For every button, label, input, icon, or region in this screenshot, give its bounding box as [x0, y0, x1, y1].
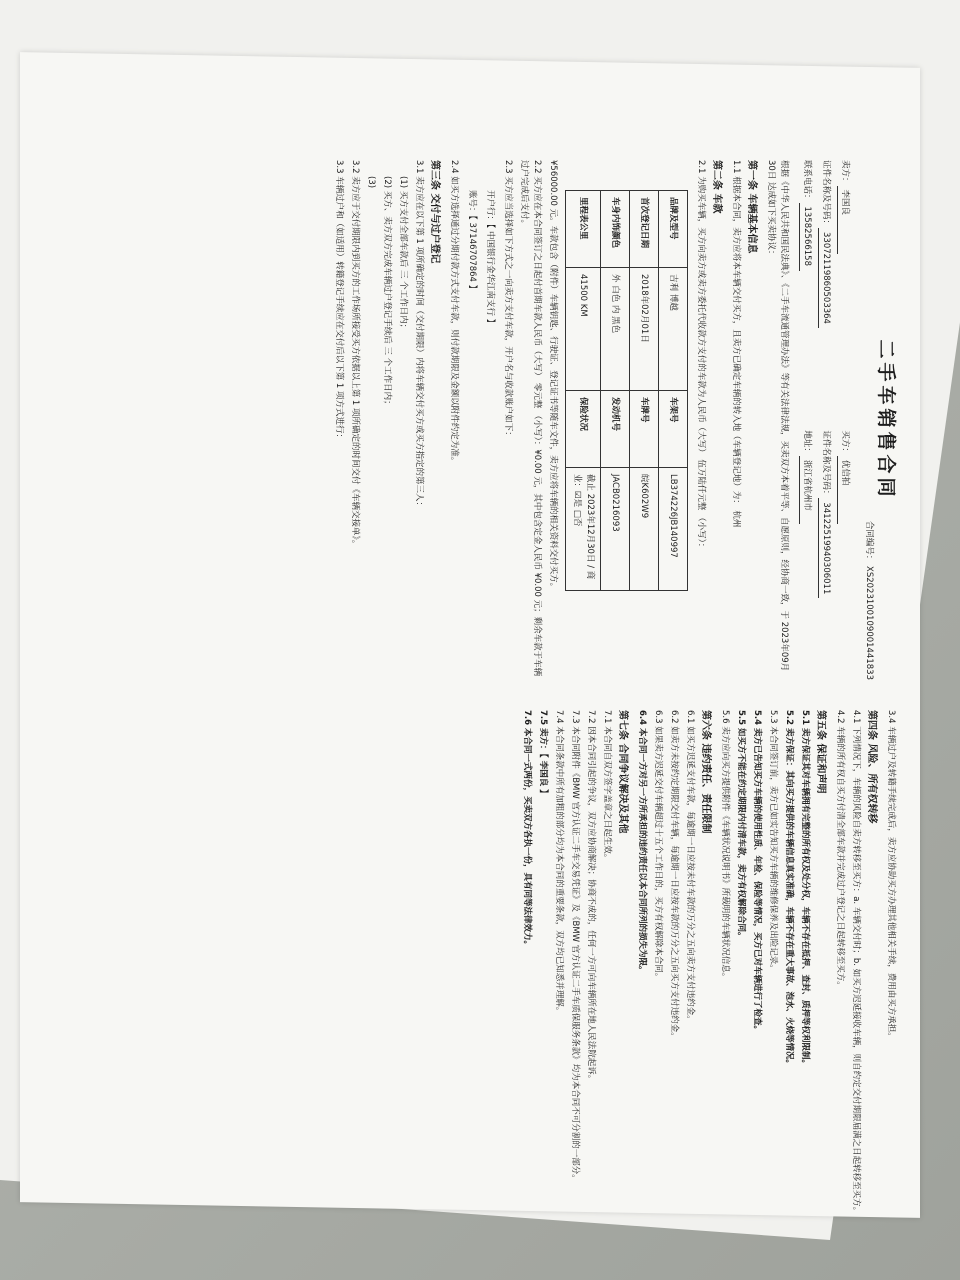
table-cell: 截止 2023年12月30日 / 商业：☑是 □否: [566, 468, 601, 591]
table-row: [601, 191, 630, 591]
article-6-3: 6.3 如果卖方迟延交付车辆超过十五个工作日的，买方有权解除本合同。: [653, 710, 663, 982]
table-cell: JACB0216093: [601, 468, 630, 591]
contract-page-2: [517, 710, 900, 1230]
table-cell: 保险状况: [566, 391, 601, 468]
article-7-6: 7.6 本合同一式两份，买卖双方各执一份，具有同等法律效力。: [522, 710, 532, 950]
article-6-heading: 第六条 违约责任、责任限制: [700, 710, 711, 834]
article-3-1c: (3): [366, 176, 376, 189]
article-1-1: 1.1 根据本合同，卖方应将本车辆交付买方，且卖方已确定车辆的转入地（车辆登记地）为： 杭州: [731, 160, 741, 528]
table-cell: 发动机号: [601, 391, 630, 468]
contract-number: 合同编号： XS2023100109001441833: [864, 520, 874, 680]
article-3-3: 3.3 车辆过户和（如适用）转籍登记手续应在交付后以下第 1 项方式进行：: [334, 160, 344, 443]
article-7-heading: 第七条 合同争议解决及其他: [617, 710, 628, 834]
contract-page-1: [329, 160, 900, 680]
article-5-6: 5.6 卖方应向买方提供附件《车辆状况说明书》所载明的车辆状况信息。: [720, 710, 730, 982]
buyer-info: [794, 430, 856, 680]
article-5-1: 5.1 卖方保证其对车辆拥有完整的所有权及处分权，车辆不存在抵押、查封、质押等权利限制。: [800, 710, 810, 1069]
article-7-4: 7.4 本合同条款中所有加粗的部分均为本合同的重要条款，双方均已知悉并理解。: [554, 710, 564, 1016]
article-2-4: 2.4 如买方选择通过分期付款方式支付车款，则付款期限及金额以附件约定为准。: [449, 160, 459, 466]
table-cell: 车牌号: [630, 391, 659, 468]
article-2-heading: 第二条 车款: [711, 160, 722, 214]
article-3-heading: 第三条 交付与过户登记: [429, 160, 440, 264]
table-cell: 里程表公里: [566, 191, 601, 268]
seller-phone: 13582566158: [799, 203, 813, 271]
article-5-2: 5.2 卖方保证：其向买方提供的车辆信息真实准确，车辆不存在重大事故、泡水、火烧等情况。: [784, 710, 794, 1069]
article-6-1: 6.1 如买方迟延支付车款，每逾期一日应按未付车款的万分之五向卖方支付违约金。: [685, 710, 695, 1024]
buyer-name: 优信拍: [837, 456, 851, 524]
article-5-heading: 第五条 保证和声明: [815, 710, 826, 794]
seller-phone-label: 联系电话：: [802, 160, 812, 203]
article-2-1: 2.1 为购买车辆，买方向卖方或卖方委托代收款方支付的车款为人民币（大写） 伍万陆仟元整 （小写）：: [696, 160, 706, 552]
article-3-2: 3.2 卖方应于交付期限内到买方的工作场所接受买方依据以上第 1 项所确定的时间交付《车辆交接单》。: [350, 160, 360, 549]
seller-cert-no: 33072119860503364: [818, 228, 832, 328]
seller-info: [794, 160, 856, 410]
parties-block: [794, 160, 856, 680]
table-cell: 41500 KM: [566, 268, 601, 391]
article-3-4: 3.4 车辆过户及转籍手续完成后，卖方应协助买方办理其他相关手续，费用由买方承担。: [886, 710, 896, 1041]
buyer-cert-label: 证件名称及号码：: [821, 430, 831, 499]
table-row: [659, 191, 688, 591]
article-3-1: 3.1 卖方应在以下第 1 项所确定的时间（交付期限）内将车辆交付买方或买方指定的第三人：: [414, 160, 424, 511]
seller-cert-label: 证件名称及号码：: [821, 160, 831, 229]
article-4-2: 4.2 车辆的所有权自买方付清全部车款并完成过户登记之日起转移至买方。: [835, 710, 845, 990]
article-6-4: 6.4 本合同一方对另一方所承担的违约责任以本合同所列的损失为限。: [637, 710, 647, 975]
contract-title: 二手车销售合同: [875, 339, 897, 501]
vehicle-info-table: [565, 190, 688, 591]
article-6-2: 6.2 如卖方未按约定期限交付车辆，每逾期一日应按车款的万分之五向买方支付违约金。: [669, 710, 679, 1041]
article-7-3: 7.3 本合同附件《BMW 官方认证二手车交易凭证》及《BMW 官方认证二手车质保服务条款》均为本合同不可分割的一部分。: [570, 710, 580, 1183]
buyer-label: 买方：: [840, 430, 850, 456]
contract-document: [120, 150, 900, 1250]
article-7-5: 7.5 卖方：【 李国良 】: [538, 710, 548, 798]
buyer-address: 浙江省杭州市: [799, 456, 813, 524]
table-cell: 2018年02月01日: [630, 268, 659, 391]
article-2-3: 2.3 买方应当选择如下方式之一向卖方支付车款，开户名与收款账户如下：: [503, 160, 513, 440]
article-3-1a: (1) 买方支付全部车款后 三 个工作日内；: [398, 176, 408, 333]
table-cell: 吉利 博越: [659, 268, 688, 391]
buyer-cert-no: 34122519940306011: [818, 498, 832, 598]
preamble: 根据《中华人民共和国民法典》、《二手车流通管理办法》等有关法律法规，买卖双方本着平等、自愿原则，经协商一致，于 2023年09月30日 达成如下买卖协议：: [766, 160, 789, 672]
table-cell: 车架号: [659, 391, 688, 468]
table-cell: 品牌及型号: [659, 191, 688, 268]
article-7-1: 7.1 本合同自双方签字盖章之日起生效。: [602, 710, 612, 863]
table-cell: 首次登记日期: [630, 191, 659, 268]
article-2-1b: ¥56000.00 元。车款包含（附件）车辆钥匙、行驶证、登记证书等随车文件，卖方应将车辆的相关资料交付买方。: [548, 160, 558, 592]
table-row: [630, 191, 659, 591]
table-row: [566, 191, 601, 591]
bank-label: 开户行：: [485, 190, 495, 225]
seller-name: 李国良: [837, 186, 851, 254]
article-7-2: 7.2 因本合同引起的争议，双方应协商解决；协商不成的，任何一方可向车辆所在地人民法院起诉。: [586, 710, 596, 1084]
table-cell: LB374226JB140997: [659, 468, 688, 591]
article-5-5: 5.5 如买方不能在约定期限内付清车款，卖方有权解除合同。: [736, 710, 746, 941]
table-cell: 外 白色 内 黑色: [601, 268, 630, 391]
article-2-2: 2.2 买方应在本合同签订之日起付首期车款人民币（大写） 零元整 （小写）：¥0.00 元，其中包含定金人民币 ¥0.00 元；剩余车款于车辆过户完成后支付。: [519, 160, 542, 677]
article-4-1: 4.1 下列情况下，车辆的风险自卖方转移至买方：a. 车辆交付时；b. 如买方迟延接收车辆，则自约定交付期限届满之日起转移至买方。: [851, 710, 861, 1216]
article-5-3: 5.3 本合同签订前，卖方已如实告知买方车辆的维修保养及出险记录。: [768, 710, 778, 973]
account-number: 【 37146707864 】: [467, 215, 477, 294]
article-3-1b: (2) 买方、卖方双方完成车辆过户登记手续后 三 个工作日内；: [382, 176, 392, 409]
account-label: 账号：: [467, 190, 477, 216]
seller-label: 卖方：: [840, 160, 850, 186]
article-5-4: 5.4 卖方已告知买方车辆的使用性质、年检、保险等情况，买方已对车辆进行了检查。: [752, 710, 762, 1035]
bank-name: 【 中国银行金华江南支行 】: [485, 224, 495, 328]
article-1-heading: 第一条 车辆基本信息: [746, 160, 757, 254]
table-cell: 车身内饰颜色: [601, 191, 630, 268]
buyer-addr-label: 地址：: [802, 430, 812, 456]
article-4-heading: 第四条 风险、所有权转移: [866, 710, 877, 824]
table-cell: 皖K602W9: [630, 468, 659, 591]
